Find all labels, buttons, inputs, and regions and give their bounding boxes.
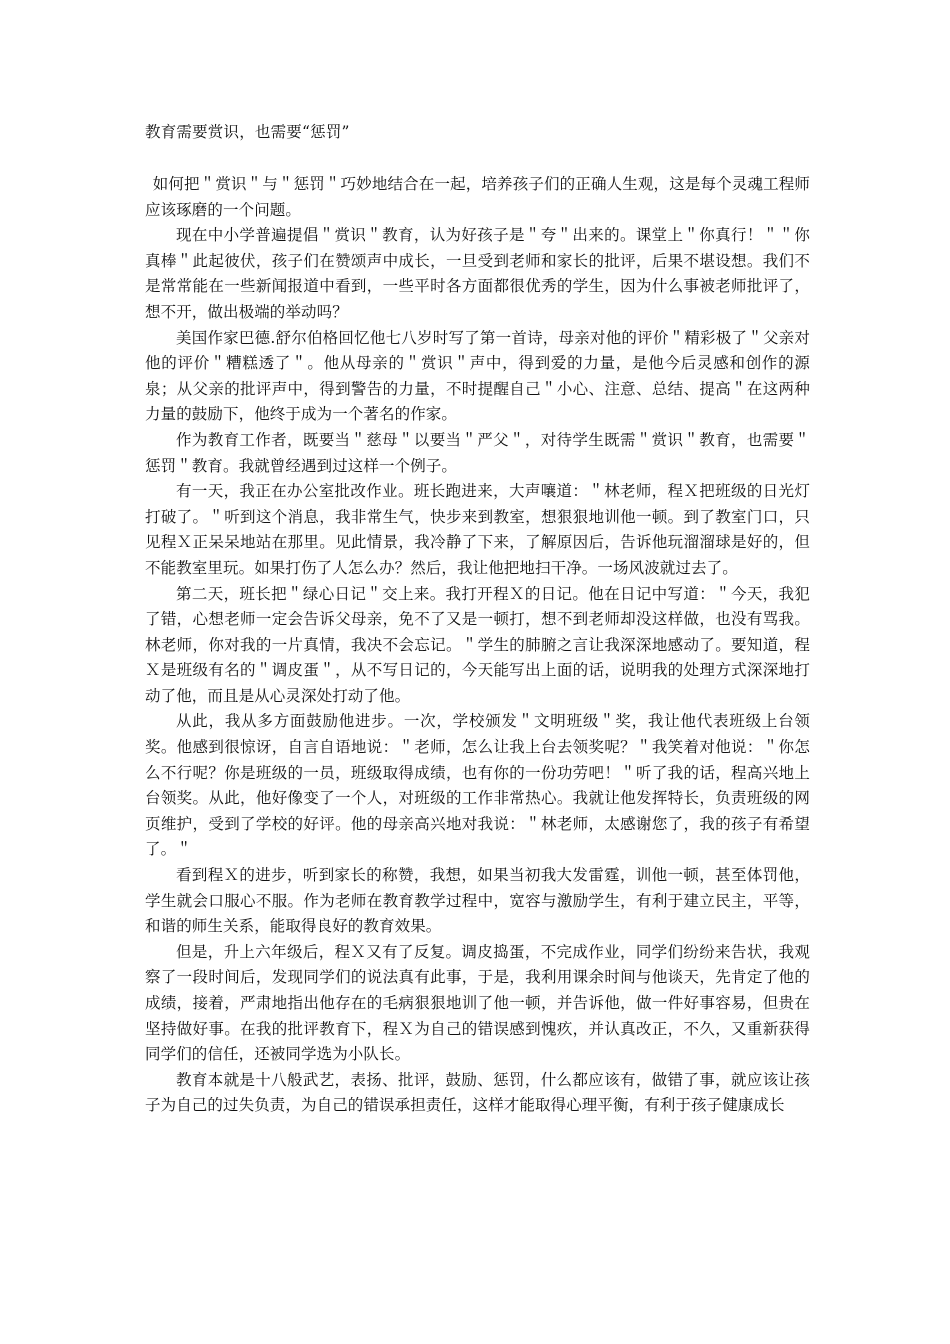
paragraph: 看到程Ｘ的进步，听到家长的称赞，我想，如果当初我大发雷霆，训他一顿，甚至体罚他，学生就会口服心不服。作为老师在教育教学过程中，宽容与激励学生，有利于建立民主，平等，和谐的师生关系，能取得良好的教育效果。 [145, 866, 810, 936]
paragraph: 美国作家巴德.舒尔伯格回忆他七八岁时写了第一首诗，母亲对他的评价＂精彩极了＂父亲对他的评价＂糟糕透了＂。他从母亲的＂赏识＂声中，得到爱的力量，是他今后灵感和创作的源泉；从父亲的批评声中，得到警告的力量，不时提醒自己＂小心、注意、总结、提高＂在这两种力量的鼓励下，他终于成为一个著名的作家。 [145, 328, 810, 424]
paragraph: 现在中小学普遍提倡＂赏识＂教育，认为好孩子是＂夸＂出来的。课堂上＂你真行！＂＂你真棒＂此起彼伏，孩子们在赞颂声中成长，一旦受到老师和家长的批评，后果不堪设想。我们不是常常能在一些新闻报道中看到，一些平时各方面都很优秀的学生，因为什么事被老师批评了，想不开，做出极端的举动吗？ [145, 226, 810, 321]
paragraph: 作为教育工作者，既要当＂慈母＂以要当＂严父＂，对待学生既需＂赏识＂教育，也需要＂惩罚＂教育。我就曾经遇到过这样一个例子。 [145, 430, 810, 475]
paragraph: 有一天，我正在办公室批改作业。班长跑进来，大声嚷道：＂林老师，程Ｘ把班级的日光灯打破了。＂听到这个消息，我非常生气，快步来到教室，想狠狠地训他一顿。到了教室门口，只见程Ｘ正呆呆地站在那里。见此情景，我冷静了下来，了解原因后，告诉他玩溜溜球是好的，但不能教室里玩。如果打伤了人怎么办？然后，我让他把地扫干净。一场风波就过去了。 [145, 482, 810, 577]
paragraph: 第二天，班长把＂绿心日记＂交上来。我打开程Ｘ的日记。他在日记中写道：＂今天，我犯了错，心想老师一定会告诉父母亲，免不了又是一顿打，想不到老师却没这样做，也没有骂我。林老师，你对我的一片真情，我决不会忘记。＂学生的肺腑之言让我深深地感动了。要知道，程Ｘ是班级有名的＂调皮蛋＂，从不写日记的，今天能写出上面的话，说明我的处理方式深深地打动了他，而且是从心灵深处打动了他。 [145, 584, 810, 705]
paragraph: 教育本就是十八般武艺，表扬、批评，鼓励、惩罚，什么都应该有，做错了事，就应该让孩子为自己的过失负责，为自己的错误承担责任，这样才能取得心理平衡，有利于孩子健康成长 [145, 1070, 810, 1115]
paragraph-intro: 如何把＂赏识＂与＂惩罚＂巧妙地结合在一起，培养孩子们的正确人生观，这是每个灵魂工程师应该琢磨的一个问题。 [145, 175, 810, 219]
document-title: 教育需要赏识，也需要“惩罚” [145, 123, 350, 141]
document-page [145, 118, 810, 1119]
paragraph: 从此，我从多方面鼓励他进步。一次，学校颁发＂文明班级＂奖，我让他代表班级上台领奖。他感到很惊讶，自言自语地说：＂老师，怎么让我上台去领奖呢？＂我笑着对他说：＂你怎么不行呢？你是班级的一员，班级取得成绩，也有你的一份功劳吧！＂听了我的话，程高兴地上台领奖。从此，他好像变了一个人，对班级的工作非常热心。我就让他发挥特长，负责班级的网页维护，受到了学校的好评。他的母亲高兴地对我说：＂林老师，太感谢您了，我的孩子有希望了。＂ [145, 712, 810, 859]
paragraph: 但是，升上六年级后，程Ｘ又有了反复。调皮捣蛋，不完成作业，同学们纷纷来告状，我观察了一段时间后，发现同学们的说法真有此事，于是，我利用课余时间与他谈天，先肯定了他的成绩，接着，严肃地指出他存在的毛病狠狠地训了他一顿，并告诉他，做一件好事容易，但贵在坚持做好事。在我的批评教育下，程Ｘ为自己的错误感到愧疚，并认真改正，不久，又重新获得同学们的信任，还被同学选为小队长。 [145, 942, 810, 1064]
